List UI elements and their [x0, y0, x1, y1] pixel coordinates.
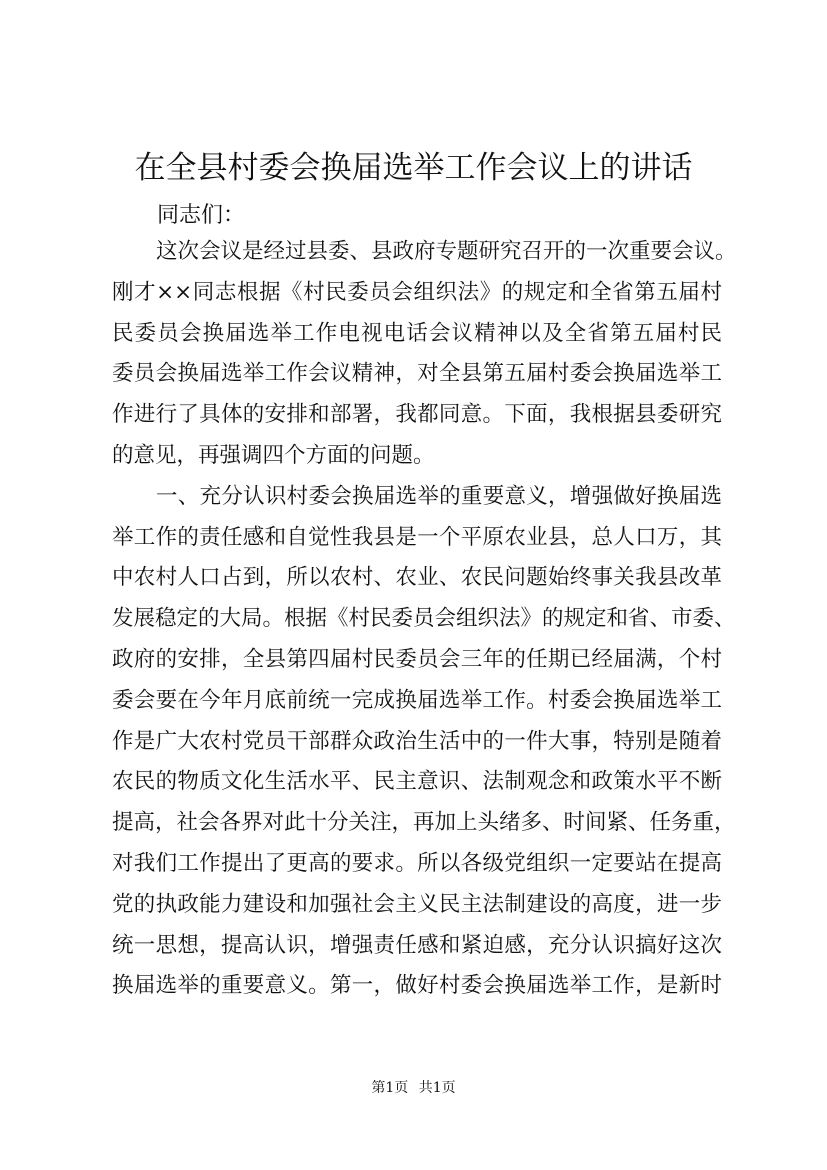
page-title: 在全县村委会换届选举工作会议上的讲话: [134, 150, 693, 186]
text-line: 对我们工作提出了更高的要求。所以各级党组织一定要站在提高: [112, 850, 722, 876]
text-line: 农民的物质文化生活水平、民主意识、法制观念和政策水平不断: [112, 769, 722, 795]
text-line: 换届选举的重要意义。第一，做好村委会换届选举工作，是新时: [112, 973, 722, 999]
text-line: 的意见，再强调四个方面的问题。: [112, 442, 435, 468]
text-line: 民委员会换届选举工作电视电话会议精神以及全省第五届村民: [112, 320, 722, 346]
text-line: 发展稳定的大局。根据《村民委员会组织法》的规定和省、市委、: [112, 606, 736, 632]
text-line: 党的执政能力建设和加强社会主义民主法制建设的高度，进一步: [112, 891, 722, 917]
text-line: 作是广大农村党员干部群众政治生活中的一件大事，特别是随着: [112, 728, 722, 754]
salutation: 同志们：: [157, 203, 246, 228]
text-line: 委员会换届选举工作会议精神，对全县第五届村委会换届选举工: [112, 361, 722, 387]
text-line: 中农村人口占到，所以农村、农业、农民问题始终事关我县改革: [112, 565, 722, 591]
body-text: [112, 232, 737, 1007]
text-line: 委会要在今年月底前统一完成换届选举工作。村委会换届选举工: [112, 687, 722, 713]
page-footer: [0, 1078, 827, 1098]
text-line: 一、充分认识村委会换届选举的重要意义，增强做好换届选: [156, 483, 722, 509]
page-total: 共1页: [418, 1080, 456, 1096]
text-line: 提高，社会各界对此十分关注，再加上头绪多、时间紧、任务重，: [112, 810, 736, 836]
page-number: 第1页: [371, 1080, 409, 1096]
text-line: 举工作的责任感和自觉性我县是一个平原农业县，总人口万，其: [112, 524, 722, 550]
text-line: 刚才××同志根据《村民委员会组织法》的规定和全省第五届村: [112, 279, 722, 305]
text-line: 作进行了具体的安排和部署，我都同意。下面，我根据县委研究: [112, 402, 722, 428]
text-line: 这次会议是经过县委、县政府专题研究召开的一次重要会议。: [156, 239, 737, 264]
text-line: 政府的安排，全县第四届村民委员会三年的任期已经届满，个村: [112, 646, 722, 672]
text-line: 统一思想，提高认识，增强责任感和紧迫感，充分认识搞好这次: [112, 932, 722, 958]
